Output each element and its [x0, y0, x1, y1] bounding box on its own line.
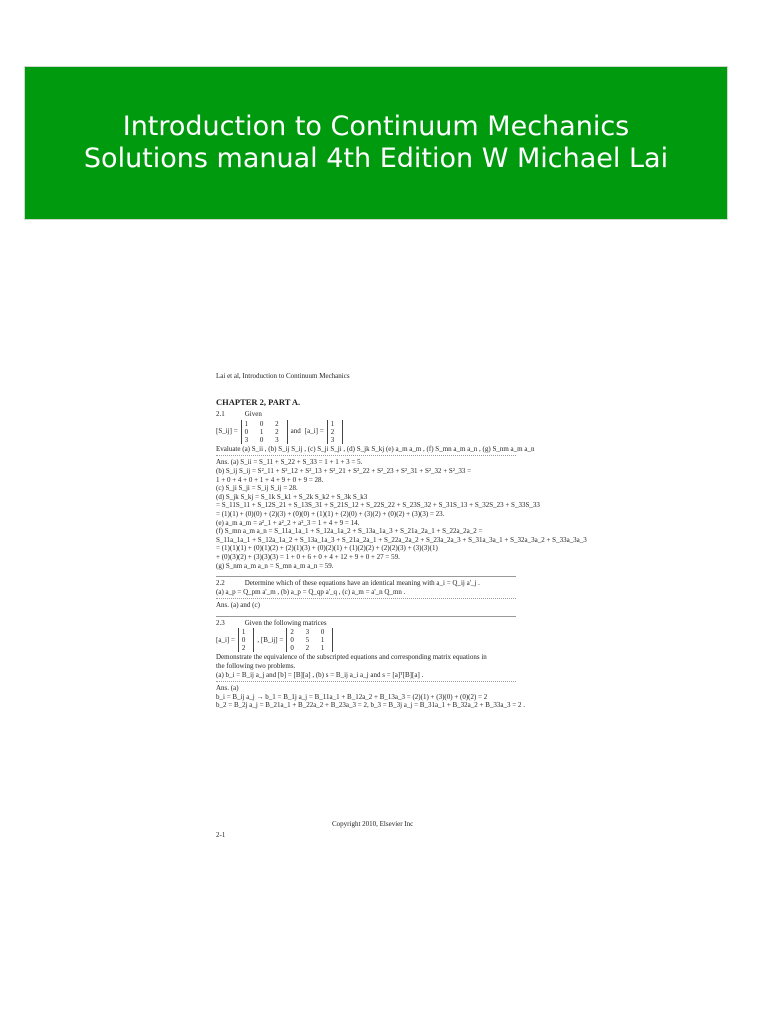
answer-line: = (1)(1)(1) + (0)(1)(2) + (2)(1)(3) + (0)(2)(1) + (1)(2)(2) + (2)(2)(3) + (3)(3)(1)	[216, 544, 438, 553]
vector-a	[238, 628, 255, 652]
document-page-preview	[216, 372, 587, 710]
divider	[216, 455, 516, 456]
answer-line: 1 + 0 + 4 + 0 + 1 + 4 + 9 + 0 + 9 = 28.	[216, 475, 324, 484]
matrix-row: 2 3 0	[290, 628, 330, 637]
vector-a-label: [a_i] =	[304, 427, 324, 436]
answer-label: Ans. (a)	[216, 684, 239, 693]
answer-line: (b) S_ij S_ij = S²_11 + S²_12 + S²_13 + S²_21 + S²_22 + S²_23 + S²_31 + S²_32 + S²_33 =	[216, 466, 472, 475]
matrix-s-label: [S_ij] =	[216, 427, 238, 436]
problem-2-1-header	[216, 410, 516, 419]
answer-line: b_i = B_ij a_j → b_1 = B_1j a_j = B_11a_1 + B_12a_2 + B_13a_3 = (2)(1) + (3)(0) + (0)(2) = 2	[216, 692, 488, 701]
problem-text: Given	[244, 410, 262, 419]
matrix-s	[241, 420, 288, 444]
divider	[216, 576, 516, 577]
problem-number: 2.3	[216, 618, 225, 627]
problem-2-3-parts: (a) b_i = B_ij a_j and [b] = [B][a] , (b) s = B_ij a_i a_j and s = [a]ᵀ[B][a] .	[216, 670, 424, 679]
problem-text: Demonstrate the equivalence of the subscripted equations and corresponding matrix equations in	[216, 653, 487, 662]
matrix-b-label: , [B_ij] =	[257, 636, 284, 645]
problem-text: Given the following matrices	[244, 618, 327, 627]
problem-2-3-matrices	[216, 628, 516, 652]
matrix-row: 0 1 2	[244, 427, 284, 436]
answer-line: (e) a_m a_m = a²_1 + a²_2 + a²_3 = 1 + 4 + 9 = 14.	[216, 518, 360, 527]
problem-2-2-header	[216, 579, 516, 588]
answer-line: Ans. (a) S_ii = S_11 + S_22 + S_33 = 1 + 1 + 3 = 5.	[216, 458, 363, 467]
answer-line: + (0)(3)(2) + (3)(3)(3) = 1 + 0 + 6 + 0 + 4 + 12 + 9 + 0 + 27 = 59.	[216, 552, 400, 561]
divider	[216, 598, 516, 599]
answer-line: (g) S_nm a_m a_n = S_mn a_m a_n = 59.	[216, 561, 334, 570]
answer-line: = S_11S_11 + S_12S_21 + S_13S_31 + S_21S_12 + S_22S_22 + S_23S_32 + S_31S_13 + S_32S_23 + S_33S_33	[216, 501, 540, 510]
problem-2-1-question: Evaluate (a) S_ii , (b) S_ij S_ij , (c) S_ji S_ji , (d) S_jk S_kj (e) a_m a_m , (f) S_mn a_m a_n , (g) S_nm a_m a_n	[216, 444, 535, 453]
problem-text: Determine which of these equations have an identical meaning with a_i = Q_ij a'_j .	[244, 579, 480, 588]
chapter-heading: CHAPTER 2, PART A.	[216, 396, 301, 407]
vector-entry: 1	[241, 628, 251, 637]
problem-2-1-matrices	[216, 420, 516, 444]
divider	[216, 616, 516, 617]
vector-a	[327, 420, 344, 444]
vector-entry: 2	[330, 427, 340, 436]
matrix-row: 1 0 2	[244, 419, 284, 428]
document-title: Introduction to Continuum Mechanics Solutions manual 4th Edition W Michael Lai	[83, 111, 669, 174]
answer-line: = (1)(1) + (0)(0) + (2)(3) + (0)(0) + (1)(1) + (2)(0) + (3)(2) + (0)(2) + (3)(3) = 23.	[216, 509, 445, 518]
problem-number: 2.1	[216, 410, 225, 419]
answer-line: Ans. (a) and (c)	[216, 601, 260, 610]
answer-line: (d) S_jk S_kj = S_1k S_k1 + S_2k S_k2 + S_3k S_k3	[216, 492, 368, 501]
matrix-b	[286, 628, 333, 652]
running-header: Lai et al, Introduction to Continuum Mechanics	[216, 372, 350, 380]
answer-line: b_2 = B_2j a_j = B_21a_1 + B_22a_2 + B_23a_3 = 2, b_3 = B_3j a_j = B_31a_1 + B_32a_2 + B_33a_3 = 2 .	[216, 701, 525, 710]
matrix-row: 0 2 1	[290, 644, 330, 653]
vector-entry: 1	[330, 419, 340, 428]
problem-2-2-options: (a) a_p = Q_pm a'_m , (b) a_p = Q_qp a'_q , (c) a_m = a'_n Q_mn .	[216, 587, 406, 596]
page-number: 2-1	[216, 831, 226, 839]
answer-line: (f) S_mn a_m a_n = S_11a_1a_1 + S_12a_1a_2 + S_13a_1a_3 + S_21a_2a_1 + S_22a_2a_2 =	[216, 527, 483, 536]
copyright-notice: Copyright 2010, Elsevier Inc	[332, 820, 414, 828]
title-banner	[24, 66, 728, 220]
answer-line: S_11a_1a_1 + S_12a_1a_2 + S_13a_1a_3 + S_21a_2a_1 + S_22a_2a_2 + S_23a_2a_3 + S_31a_3a_1 + S_32a_3a_2 + S_33a_3a_3	[216, 535, 587, 544]
matrix-row: 0 5 1	[290, 636, 330, 645]
vector-entry: 0	[241, 636, 251, 645]
vector-entry: 3	[330, 435, 340, 444]
vector-entry: 2	[241, 644, 251, 653]
divider	[216, 681, 516, 682]
vector-a-label: [a_i] =	[216, 636, 235, 645]
conjunction: and	[290, 427, 301, 436]
problem-text: the following two problems.	[216, 662, 296, 671]
matrix-row: 3 0 3	[244, 435, 284, 444]
answer-line: (c) S_ji S_ji = S_ij S_ij = 28.	[216, 484, 298, 493]
problem-2-3-header	[216, 619, 516, 628]
problem-number: 2.2	[216, 579, 225, 588]
